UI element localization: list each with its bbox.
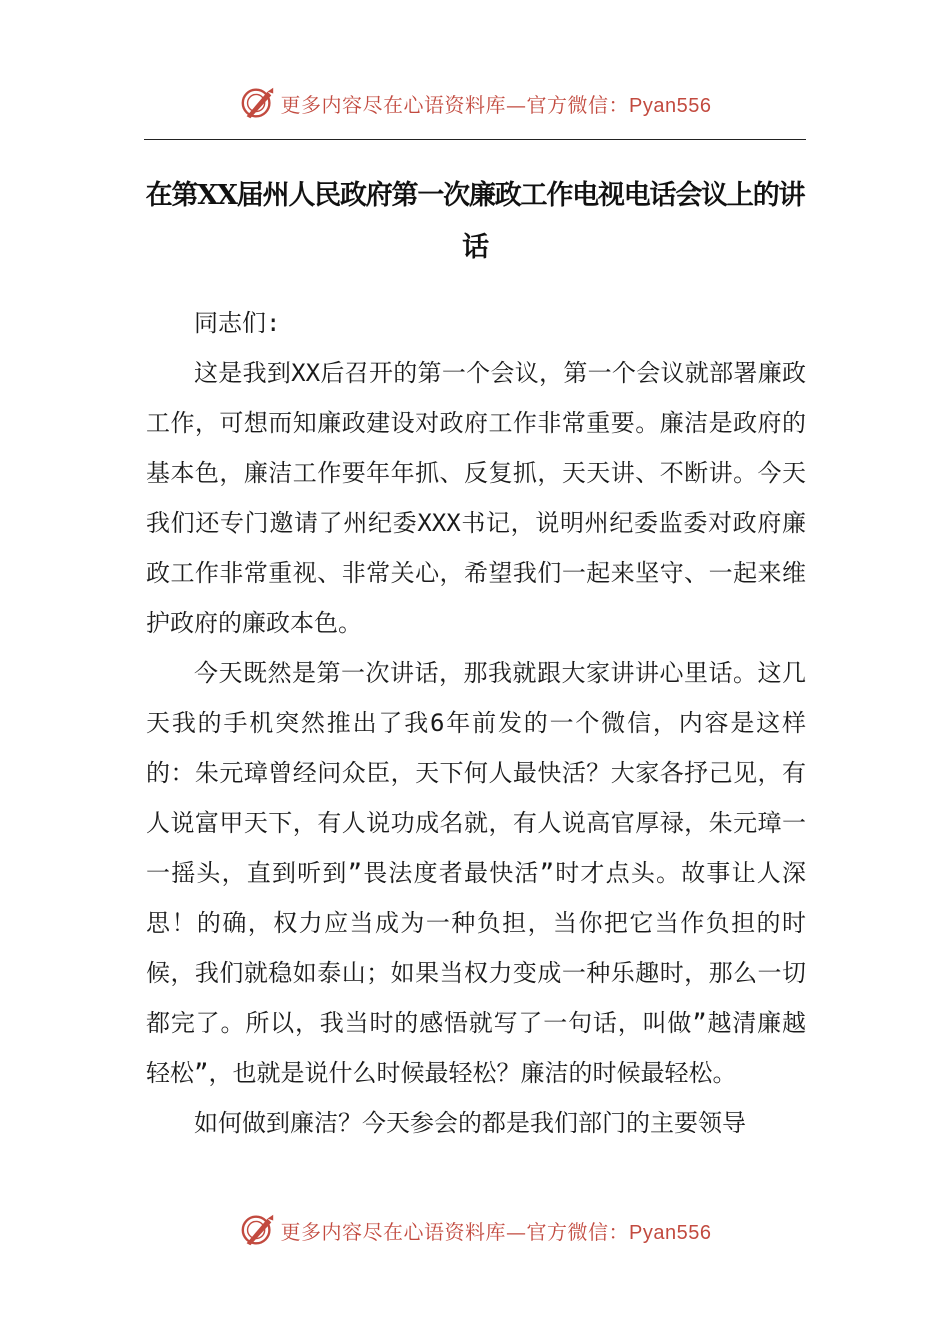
paragraph-3: 如何做到廉洁？今天参会的都是我们部门的主要领导	[194, 1109, 746, 1137]
document-title: 在第XX届州人民政府第一次廉政工作电视电话会议上的讲话	[145, 180, 805, 263]
pen-nib-logo-icon	[239, 1211, 277, 1249]
header-watermark-banner	[0, 79, 950, 127]
wechat-id: Pyan556	[629, 1221, 712, 1244]
header-rule	[144, 139, 806, 140]
pen-nib-logo-icon	[239, 84, 277, 122]
watermark-text: 更多内容尽在心语资料库—官方微信：Pyan556	[280, 92, 712, 117]
wechat-id: Pyan556	[629, 94, 712, 117]
watermark-text: 更多内容尽在心语资料库—官方微信：Pyan556	[280, 1219, 712, 1244]
salutation: 同志们:	[194, 309, 281, 337]
footer-watermark-banner	[0, 1206, 950, 1254]
paragraph-1: 这是我到XX后召开的第一个会议，第一个会议就部署廉政工作，可想而知廉政建设对政府工作非常重要。廉洁是政府的基本色，廉洁工作要年年抓、反复抓，天天讲、不断讲。今天我们还专门邀请了州纪委XXX书记，说明州纪委监委对政府廉政工作非常重视、非常关心，希望我们一起来坚守、一起来维护政府的廉政本色。	[146, 359, 806, 637]
document-body	[146, 298, 806, 1148]
paragraph-2: 今天既然是第一次讲话，那我就跟大家讲讲心里话。这几天我的手机突然推出了我6年前发的一个微信，内容是这样的：朱元璋曾经问众臣，天下何人最快活？大家各抒己见，有人说富甲天下，有人说功成名就，有人说高官厚禄，朱元璋一一摇头，直到听到”畏法度者最快活”时才点头。故事让人深思！的确，权力应当成为一种负担，当你把它当作负担的时候，我们就稳如泰山；如果当权力变成一种乐趣时，那么一切都完了。所以，我当时的感悟就写了一句话，叫做”越清廉越轻松”，也就是说什么时候最轻松？廉洁的时候最轻松。	[146, 659, 806, 1087]
